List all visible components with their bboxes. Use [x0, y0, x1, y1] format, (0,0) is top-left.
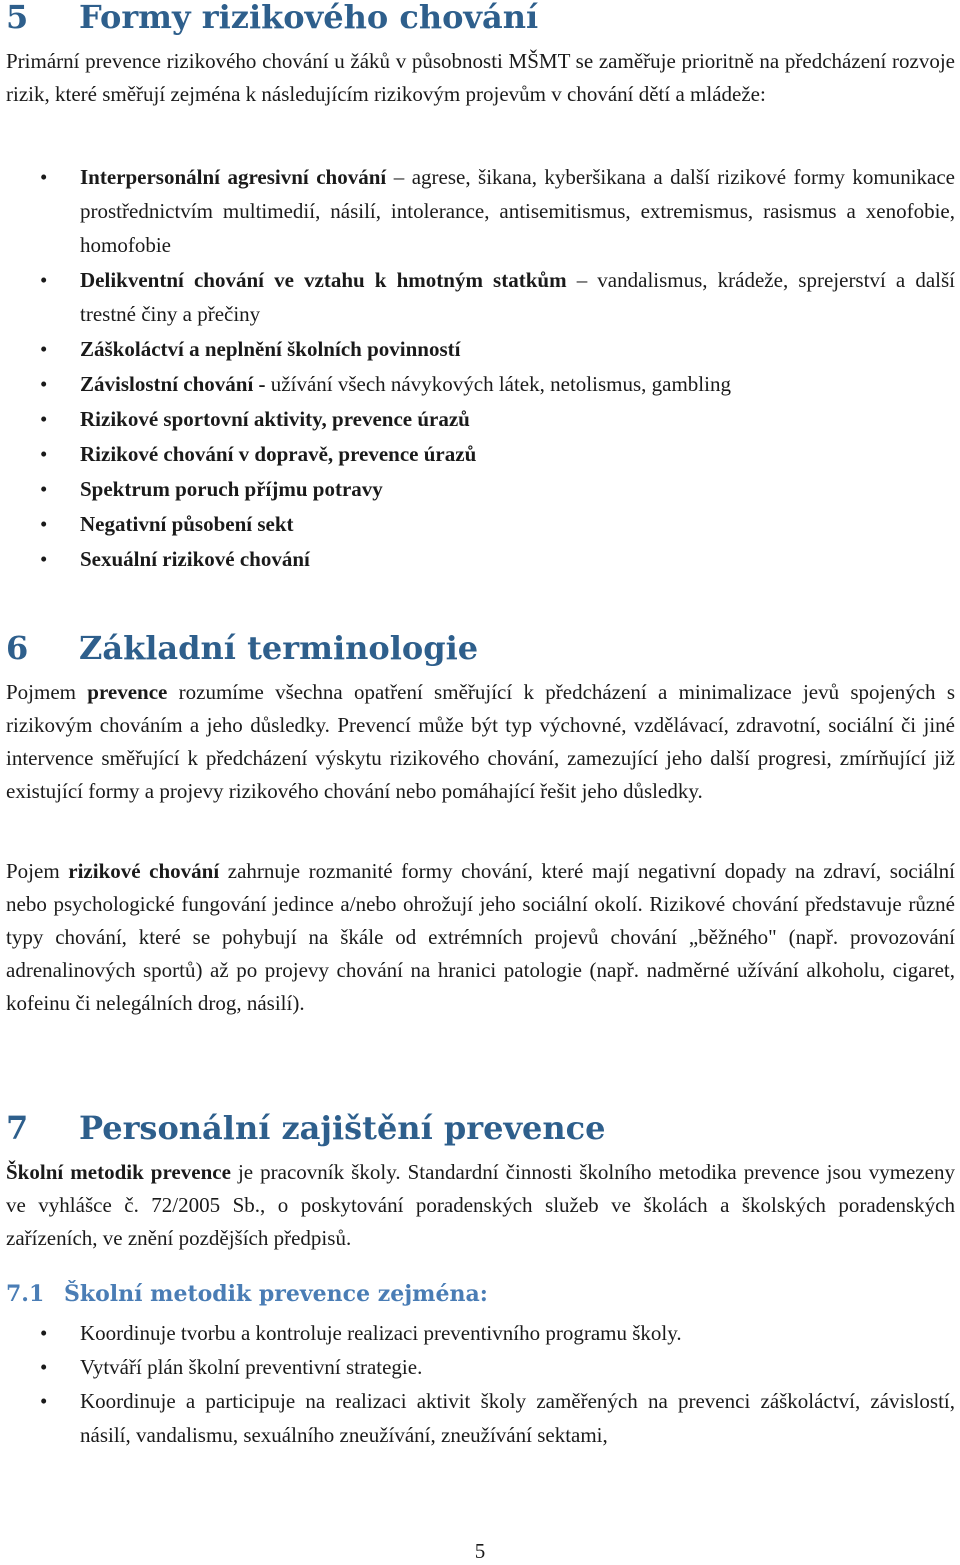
heading-title: Základní terminologie	[79, 629, 479, 667]
heading-number: 7	[6, 1109, 29, 1147]
heading-number: 5	[6, 0, 29, 36]
list-item: • Negativní působení sekt	[0, 507, 955, 541]
heading-section-5	[6, 0, 538, 37]
heading-title: Školní metodik prevence zejména:	[64, 1281, 488, 1307]
page-number: 5	[474, 1539, 486, 1563]
heading-section-6	[6, 628, 478, 668]
list-item: • Záškoláctví a neplnění školních povinností	[0, 332, 955, 366]
list-item: • Vytváří plán školní preventivní strategie.	[0, 1350, 955, 1384]
heading-number: 6	[6, 629, 29, 667]
section-5-intro: Primární prevence rizikového chování u žáků v působnosti MŠMT se zaměřuje prioritně na předcházení rozvoje rizik, které směřují zejména k následujícím rizikovým projevům v chování dětí a mládeže:	[6, 49, 955, 106]
prevention-definition: Pojmem prevence rozumíme všechna opatření směřující k předcházení a minimalizace jevů spojených s rizikovým chováním a jeho důsledky. Prevencí může být typ výchovné, vzdělávací, zdravotní, sociální či jiné intervence směřující k předcházení výskytu rizikového chování, zamezující jeho další progresi, zmírňující již existující formy a projevy rizikového chování nebo pomáhající řešit jeho důsledky.	[6, 680, 955, 803]
heading-number: 7.1	[6, 1281, 45, 1307]
list-item: • Sexuální rizikové chování	[0, 542, 955, 576]
list-item: • Delikventní chování ve vztahu k hmotným statkům – vandalismus, krádeže, sprejerství a další trestné činy a přečiny	[0, 263, 955, 331]
risk-behavior-definition: Pojem rizikové chování zahrnuje rozmanité formy chování, které mají negativní dopady na zdraví, sociální nebo psychologické fungování jedince a/nebo ohrožují jeho sociální okolí. Rizikové chování představuje různé typy chování, které se pohybují na škále od extrémních projevů chování „běžného" (např. provozování adrenalinových sportů) až po projevy chování na hranici patologie (např. nadměrné užívání alkoholu, cigaret, kofeinu či nelegálních drog, násilí).	[6, 859, 956, 1015]
list-item: • Interpersonální agresivní chování – agrese, šikana, kyberšikana a další rizikové formy komunikace prostřednictvím multimedií, násilí, intolerance, antisemitismus, extremismus, rasismus a xenofobie, homofobie	[0, 160, 955, 262]
risk-forms-list	[0, 160, 955, 577]
list-item: • Koordinuje a participuje na realizaci aktivit školy zaměřených na prevenci záškoláctví, závislostí, násilí, vandalismu, sexuálního zneužívání, zneužívání sektami,	[0, 1384, 955, 1452]
list-item: • Koordinuje tvorbu a kontroluje realizaci preventivního programu školy.	[0, 1316, 955, 1350]
list-item: • Spektrum poruch příjmu potravy	[0, 472, 955, 506]
methodist-duties-list	[0, 1316, 955, 1452]
heading-section-7	[6, 1108, 606, 1148]
school-methodist-intro: Školní metodik prevence je pracovník školy. Standardní činnosti školního metodika prevence jsou vymezeny ve vyhlášce č. 72/2005 Sb., o poskytování poradenských služeb ve školách a školských poradenských zařízeních, ve znění pozdějších předpisů.	[6, 1160, 955, 1250]
heading-title: Formy rizikového chování	[79, 0, 539, 36]
heading-section-7-1	[6, 1279, 488, 1309]
heading-title: Personální zajištění prevence	[79, 1109, 606, 1147]
list-item: • Rizikové chování v dopravě, prevence úrazů	[0, 437, 955, 471]
list-item: • Rizikové sportovní aktivity, prevence úrazů	[0, 402, 955, 436]
list-item: • Závislostní chování - užívání všech návykových látek, netolismus, gambling	[0, 367, 955, 401]
